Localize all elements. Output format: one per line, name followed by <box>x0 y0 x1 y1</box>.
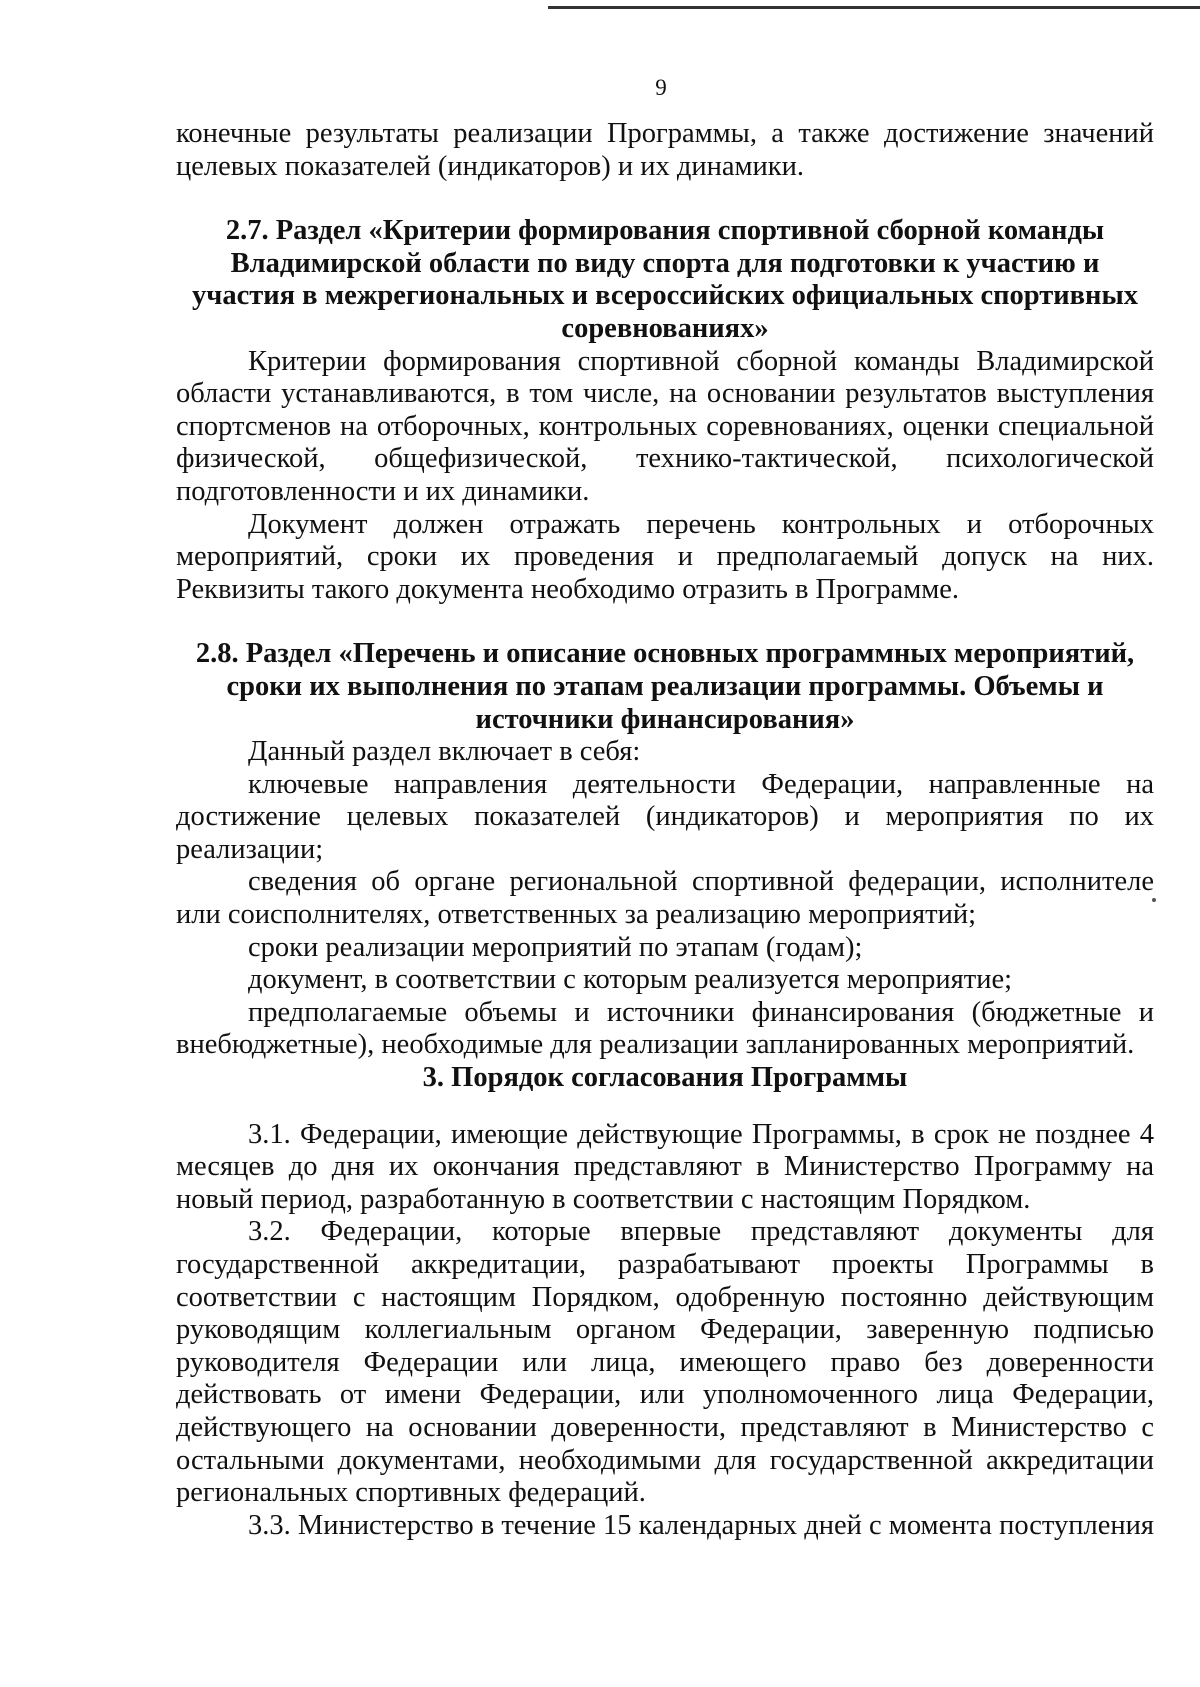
section-2-8-heading: 2.8. Раздел «Перечень и описание основных программных мероприятий, сроки их выполнения по этапам реализации программы. Объемы и источники финансирования» <box>195 638 1135 735</box>
list-item: сведения об органе региональной спортивной федерации, исполнителе или соисполнителях, ответственных за реализацию мероприятий; <box>176 866 1154 931</box>
section-2-8-intro: Данный раздел включает в себя: <box>248 736 641 768</box>
scan-dot <box>1152 898 1156 902</box>
list-item: ключевые направления деятельности Федерации, направленные на достижение целевых показателей (индикаторов) и мероприятия по их реализации; <box>176 768 1154 865</box>
list-item: документ, в соответствии с которым реализуется мероприятие; <box>248 964 1013 996</box>
section-3-paragraph: 3.3. Министерство в течение 15 календарных дней с момента поступления <box>248 1509 1154 1541</box>
intro-line-2: целевых показателей (индикаторов) и их динамики. <box>176 150 804 182</box>
list-item: сроки реализации мероприятий по этапам (годам); <box>248 931 863 963</box>
top-rule <box>548 6 1200 9</box>
section-3-heading: 3. Порядок согласования Программы <box>422 1062 908 1094</box>
section-3-paragraph: 3.1. Федерации, имеющие действующие Программы, в срок не позднее 4 месяцев до дня их окончания представляют в Министерство Программу на новый период, разработанную в соответствии с настоящим Порядком. <box>176 1118 1154 1215</box>
section-2-7-heading: 2.7. Раздел «Критерии формирования спортивной сборной команды Владимирской области по виду спорта для подготовки к участию и участия в межрегиональных и всероссийских официальных спортивных соревнованиях» <box>192 215 1138 344</box>
intro-line-1: конечные результаты реализации Программы, а также достижение значений <box>176 118 1154 149</box>
section-2-7-paragraph: Критерии формирования спортивной сборной команды Владимирской области устанавливаются, в том числе, на основании результатов выступления спортсменов на отборочных, контрольных соревнованиях, оценки специальной физической, общефизической, технико-тактической, психологической подготовленности и их динамики. <box>176 345 1154 507</box>
section-2-7-paragraph: Документ должен отражать перечень контрольных и отборочных мероприятий, сроки их проведения и предполагаемый допуск на них. Реквизиты такого документа необходимо отразить в Программе. <box>176 508 1154 605</box>
page-number: 9 <box>655 75 667 100</box>
document-body <box>176 118 1154 1542</box>
list-item: предполагаемые объемы и источники финансирования (бюджетные и внебюджетные), необходимые для реализации запланированных мероприятий. <box>176 996 1154 1061</box>
section-3-paragraph: 3.2. Федерации, которые впервые представляют документы для государственной аккредитации, разрабатывают проекты Программы в соответствии с настоящим Порядком, одобренную постоянно действующим руководящим коллегиальным органом Федерации, заверенную подписью руководителя Федерации или лица, имеющего право без доверенности действовать от имени Федерации, или уполномоченного лица Федерации, действующего на основании доверенности, представляют в Министерство с остальными документами, необходимыми для государственной аккредитации региональных спортивных федераций. <box>176 1216 1154 1509</box>
